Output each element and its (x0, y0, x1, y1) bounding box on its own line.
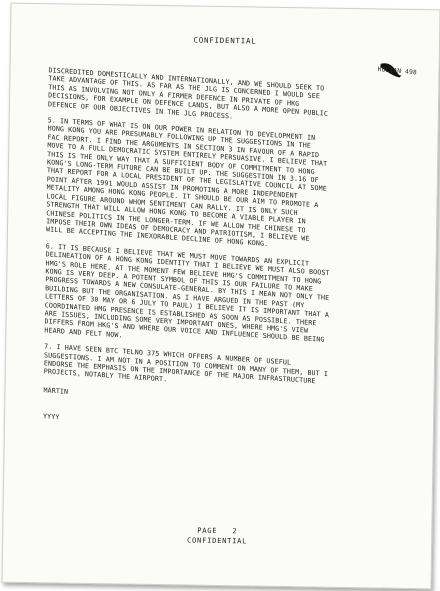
paragraph-7: 7. I HAVE SEEN BTC TELNO 375 WHICH OFFERS A NUMBER OF USEFUL SUGGESTIONS. I AM NOT IN A POSITION TO COMMENT ON MANY OF THEM, BUT I ENDORSE THE EMPHASIS ON THE IMPORTANCE OF THE MAJOR INFRASTRUCTURE PROJECTS, NOTABLY THE AIRPORT. (43, 342, 329, 386)
signature: MARTIN (43, 386, 69, 396)
paragraph-5: 5. IN TERMS OF WHAT IS ON OUR POWER IN RELATION TO DEVELOPMENT IN HONG KONG YOU ARE PRESUMABLY FOLLOWING UP THE SUGGESTIONS IN THE FAC REPORT. I FIND THE ARGUMENTS IN SECTION 3 IN FAVOUR OF A RAPID MOVE TO A FULL DEMOCRATIC SYSTEM ENTIRELY PERSUASIVE. I BELIEVE THAT THIS IS THE ONLY WAY THAT A SUFFICIENT BODY OF COMMITMENT TO HONG KONG'S LONG-TERM FUTURE CAN BE BUILT UP. THE SUGGESTION IN 3.16 OF THAT REPORT FOR A LOCAL PRESIDENT OF THE LEGISLATIVE COUNCIL AT SOME POINT AFTER 1991 WOULD ASSIST IN PROMOTING A MORE INDEPENDENT METALITY AMONG HONG KONG PEOPLE. IT SHOULD BE OUR AIM TO PROMOTE A LOCAL FIGURE AROUND WHOM SENTIMENT CAN RALLY. IT IS ONLY SUCH STRENGTH THAT WILL ALLOW HONG KONG TO BECOME A VIABLE PLAYER IN CHINESE POLITICS IN THE LONGER-TERM. IF WE ALLOW THE CHINESE TO IMPOSE THEIR OWN IDEAS OF DEMOCRACY AND PATRIOTISM, I BELIEVE WE WILL BE ACCEPTING THE INEXORABLE DECLINE OF HONG KONG. (45, 116, 328, 249)
reference-mark: HOLIAN 498 (377, 66, 417, 77)
classification-header: CONFIDENTIAL (193, 35, 257, 46)
page-number: PAGE 2 (197, 526, 238, 536)
classification-footer: CONFIDENTIAL (186, 536, 248, 546)
document-page (1, 3, 440, 590)
document-body (43, 66, 420, 445)
closing-mark: YYYY (43, 412, 60, 422)
paragraph-6: 6. IT IS BECAUSE I BELIEVE THAT WE MUST MOVE TOWARDS AN EXPLICIT DELINEATION OF A HONG KONG IDENTITY THAT I BELIEVE WE MUST ALSO BOOST HMG'S ROLE HERE. AT THE MOMENT FEW BELIEVE HMG'S COMMITMENT TO HONG KONG IS VERY DEEP. A POTENT SYMBOL OF THIS IS OUR FAILURE TO MAKE PROGRESS TOWARDS A NEW CONSULATE-GENERAL. BY THIS I MEAN NOT ONLY THE BUILDING BUT THE ORGANISATION. AS I HAVE ARGUED IN THE PAST (MY LETTERS OF 30 MAY OR 6 JULY TO PAUL) I BELIEVE IT IS IMPORTANT THAT A COORDINATED HMG PRESENCE IS ESTABLISHED AS SOON AS POSSIBLE. THERE ARE ISSUES, INCLUDING SOME VERY IMPORTANT ONES, WHERE HMG'S VIEW DIFFERS FROM HKG'S AND WHERE OUR VOICE AND INFLUENCE SHOULD BE BEING HEARD AND FELT NOW. (44, 241, 330, 345)
paragraph-continuation: DISCREDITED DOMESTICALLY AND INTERNATIONALLY, AND WE SHOULD SEEK TO TAKE ADVANTAGE OF THIS. AS FAR AS THE JLG IS CONCERNED I WOULD SEE THIS AS INVOLVING NOT ONLY A FIRMER DEFENCE IN PRIVATE OF HKG DECISIONS, FOR EXAMPLE ON DEFENCE LANDS, BUT ALSO A MORE OPEN PUBLIC DEFENCE OF OUR OBJECTIVES IN THE JLG PROCESS. (47, 66, 329, 121)
